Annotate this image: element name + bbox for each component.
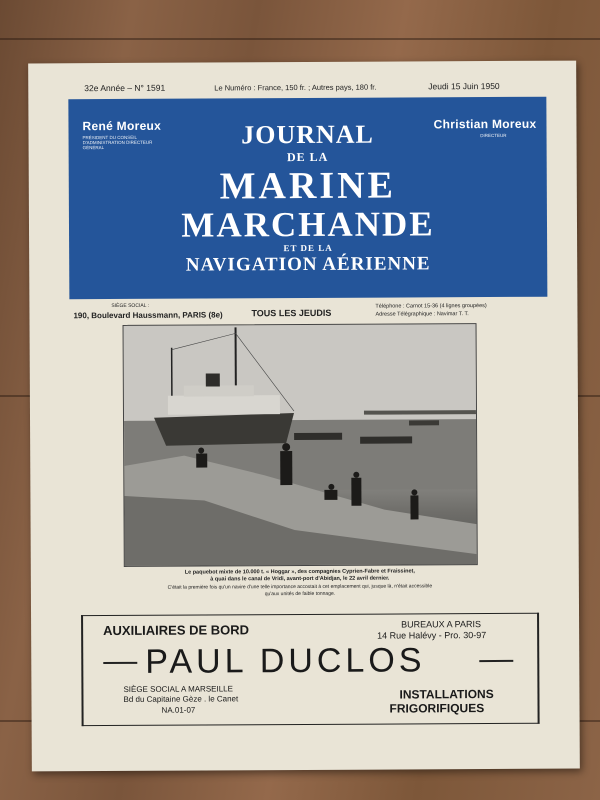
advertisement — [71, 609, 550, 730]
newspaper-cover — [28, 61, 580, 772]
frequency: TOUS LES JEUDIS — [251, 307, 332, 319]
ad-right-rule — [537, 613, 540, 724]
title-et-de-la: ET DE LA — [283, 242, 333, 254]
ad-rule-left — [103, 662, 137, 664]
director-left-name: René Moreux — [82, 118, 162, 134]
ad-heading: AUXILIAIRES DE BORD — [103, 622, 250, 639]
ad-left-rule — [81, 615, 84, 726]
title-marchande: MARCHANDE — [181, 204, 435, 245]
title-navigation-aerienne: NAVIGATION AÉRIENNE — [185, 253, 431, 276]
ad-company-name: PAUL DUCLOS — [145, 641, 426, 681]
ad-bottom-rule — [82, 723, 540, 726]
ad-hq-line-1: SIÈGE SOCIAL A MARSEILLE — [123, 684, 233, 694]
telephone: Téléphone : Carnot 15-36 (4 lignes groupées) — [375, 303, 487, 310]
caption-line-1: Le paquebot mixte de 10.000 t. « Hoggar », des compagnies Cyprien-Fabre et Fraissinet, — [184, 568, 415, 576]
director-right-title: DIRECTEUR — [480, 132, 507, 139]
ad-hq-line-3: NA.01-07 — [161, 705, 196, 715]
title-journal: JOURNAL — [241, 119, 374, 150]
address: 190, Boulevard Haussmann, PARIS (8e) — [73, 310, 223, 321]
distant-shore — [364, 410, 476, 415]
ad-rule-right — [479, 660, 513, 662]
ad-top-rule — [81, 613, 539, 616]
issue-date: Jeudi 15 Juin 1950 — [428, 80, 500, 92]
title-de-la: DE LA — [286, 149, 329, 165]
ad-product-line-2: FRIGORIFIQUES — [389, 701, 485, 716]
ad-office-address: 14 Rue Halévy - Pro. 30-97 — [377, 630, 487, 641]
floor-plank-seam — [0, 38, 600, 40]
issue-number: 32e Année – N° 1591 — [84, 82, 166, 94]
harbor-scene — [124, 324, 477, 566]
director-left-title: PRÉSIDENT DU CONSEIL D'ADMINISTRATION DIRECTEUR GÉNÉRAL — [82, 134, 153, 151]
telegraph: Adresse Télégraphique : Navimar T. T. — [375, 311, 469, 318]
caption-line-2: à quai dans le canal de Vridi, avant-port d'Abidjan, le 22 avril dernier. — [210, 575, 390, 583]
director-right-name: Christian Moreux — [433, 116, 537, 132]
ad-office-label: BUREAUX A PARIS — [401, 619, 481, 630]
price-line: Le Numéro : France, 150 fr. ; Autres pays, 180 fr. — [214, 82, 377, 93]
siege-label: SIÈGE SOCIAL : — [111, 302, 150, 310]
caption-line-4: qu'aux unités de faible tonnage. — [264, 590, 336, 598]
ad-product-line-1: INSTALLATIONS — [399, 687, 494, 702]
title-marine: MARINE — [219, 164, 397, 208]
cover-photo — [123, 323, 478, 567]
ad-hq-line-2: Bd du Capitaine Gèze . le Canet — [123, 694, 239, 704]
masthead-banner — [68, 97, 547, 300]
caption-line-3: C'était la première fois qu'un navire d'une telle importance accostait à cet emplacement qui, jusque là, n'était accessible — [167, 583, 433, 591]
